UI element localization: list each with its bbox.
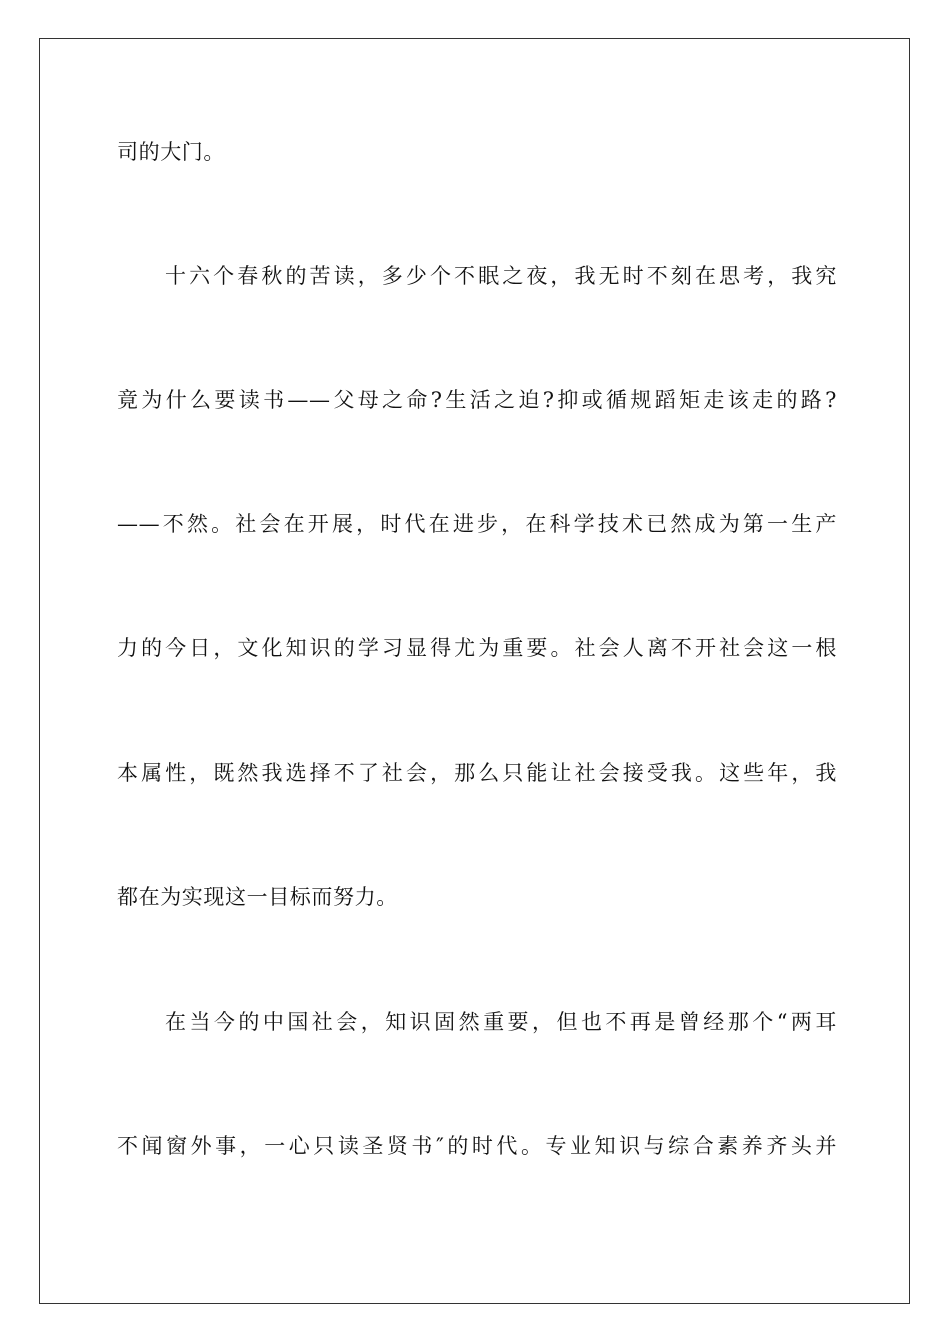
paragraph-2-line-4: 力的今日，文化知识的学习显得尤为重要。社会人离不开社会这一根 <box>117 636 837 660</box>
text-line-1: 司的大门。 <box>117 140 225 164</box>
paragraph-2-line-2: 竟为什么要读书——父母之命?生活之迫?抑或循规蹈矩走该走的路? <box>117 388 837 412</box>
paragraph-2-line-3: ——不然。社会在开展，时代在进步，在科学技术已然成为第一生产 <box>117 512 837 536</box>
paragraph-2-line-5: 本属性，既然我选择不了社会，那么只能让社会接受我。这些年，我 <box>117 761 837 785</box>
paragraph-3-line-1: 在当今的中国社会，知识固然重要，但也不再是曾经那个“两耳 <box>165 1010 837 1034</box>
paragraph-3-line-2: 不闻窗外事，一心只读圣贤书″的时代。专业知识与综合素养齐头并 <box>117 1134 837 1158</box>
page-border <box>39 38 910 1304</box>
paragraph-2-line-6: 都在为实现这一目标而努力。 <box>117 885 398 909</box>
paragraph-2-line-1: 十六个春秋的苦读，多少个不眠之夜，我无时不刻在思考，我究 <box>165 264 837 288</box>
